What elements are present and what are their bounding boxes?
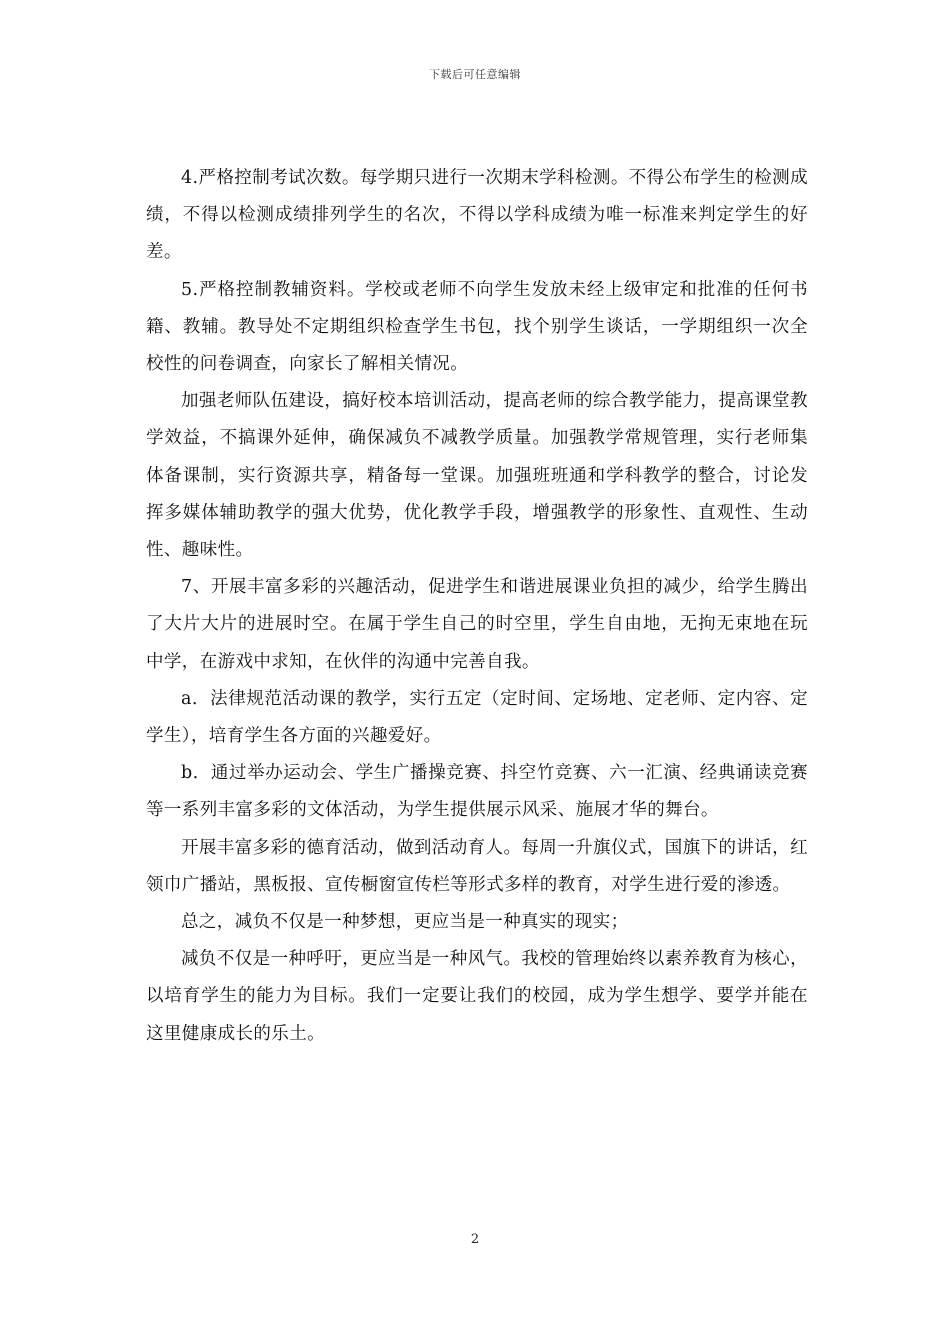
page-number: 2 xyxy=(470,1232,480,1247)
paragraph-conclusion: 减负不仅是一种呼吁，更应当是一种风气。我校的管理始终以素养教育为核心，以培育学生的能力为目标。我们一定要让我们的校园，成为学生想学、要学并能在这里健康成长的乐土。 xyxy=(146,949,808,1044)
paragraph-item-a: a．法律规范活动课的教学，实行五定（定时间、定场地、定老师、定内容、定学生），培育学生各方面的兴趣爱好。 xyxy=(146,688,808,747)
paragraph-moral-education: 开展丰富多彩的德育活动，做到活动育人。每周一升旗仪式，国旗下的讲话，红领巾广播站，黑板报、宣传橱窗宣传栏等形式多样的教育，对学生进行爱的渗透。 xyxy=(146,837,808,895)
page-header: 下载后可任意编辑 xyxy=(429,68,521,81)
document-body xyxy=(146,160,808,1053)
paragraph-teacher-training: 加强老师队伍建设，搞好校本培训活动，提高老师的综合教学能力，提高课堂教学效益，不搞课外延伸，确保减负不减教学质量。加强教学常规管理，实行老师集体备课制，实行资源共享，精备每一堂课。加强班班通和学科教学的整合，讨论发挥多媒体辅助教学的强大优势，优化教学手段，增强教学的形象性、直观性、生动性、趣味性。 xyxy=(146,391,808,561)
paragraph-item-b: b．通过举办运动会、学生广播操竞赛、抖空竹竞赛、六一汇演、经典诵读竞赛等一系列丰富多彩的文体活动，为学生提供展示风采、施展才华的舞台。 xyxy=(146,763,808,821)
paragraph-teaching-materials: 5.严格控制教辅资料。学校或老师不向学生发放未经上级审定和批准的任何书籍、教辅。教导处不定期组织检查学生书包，找个别学生谈话，一学期组织一次全校性的问卷调查，向家长了解相关情况。 xyxy=(146,279,808,375)
paragraph-interest-activities: 7、开展丰富多彩的兴趣活动，促进学生和谐进展课业负担的减少，给学生腾出了大片大片的进展时空。在属于学生自己的时空里，学生自由地，无拘无束地在玩中学，在游戏中求知，在伙伴的沟通中完善自我。 xyxy=(146,577,808,672)
paragraph-exam-control: 4.严格控制考试次数。每学期只进行一次期末学科检测。不得公布学生的检测成绩，不得以检测成绩排列学生的名次，不得以学科成绩为唯一标准来判定学生的好差。 xyxy=(146,168,808,263)
paragraph-summary: 总之，减负不仅是一种梦想，更应当是一种真实的现实； xyxy=(181,912,629,933)
